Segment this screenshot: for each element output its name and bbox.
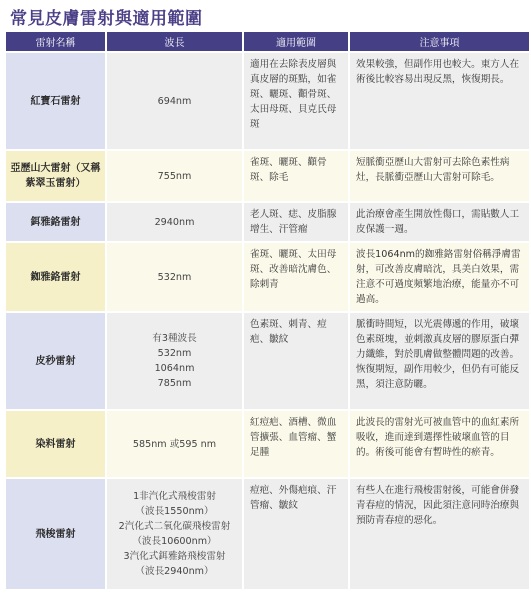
- wavelength-text: 585nm 或595 nm: [132, 438, 217, 450]
- laser-name: [6, 243, 105, 311]
- notes-text: 波長1064nm的銣雅鉻雷射俗稱淨膚雷射，可改善皮膚暗沈，具美白效果，需注意不可過度頻繁地治療，能量亦不可過高。: [356, 249, 521, 305]
- laser-name-text: 皮秒雷射: [35, 355, 76, 367]
- wavelength-cell: [107, 479, 242, 589]
- table-header-row: [6, 32, 529, 51]
- table-row: [6, 243, 529, 311]
- table-row: [6, 53, 529, 149]
- wavelength-cell: [107, 243, 242, 311]
- laser-name-text: 銣雅鉻雷射: [30, 271, 81, 283]
- laser-name: [6, 313, 105, 409]
- scope-cell: [244, 243, 348, 311]
- scope-cell: [244, 411, 348, 477]
- wavelength-text: 755nm: [157, 170, 192, 182]
- scope-text: 雀斑、曬斑、顴骨斑、除毛: [250, 157, 327, 183]
- notes-text: 有些人在進行飛梭雷射後，可能會併發青春痘的情況，因此須注意同時治療與預防青春痘的惡化。: [356, 485, 520, 526]
- wavelength-text: 694nm: [157, 95, 192, 107]
- table-row: [6, 151, 529, 201]
- table-row: [6, 411, 529, 477]
- scope-text: 痘疤、外傷疤痕、汗管瘤、皺紋: [250, 485, 337, 511]
- notes-cell: [350, 411, 529, 477]
- header-scope: 適用範圍: [244, 32, 348, 51]
- table-row: [6, 479, 529, 589]
- scope-cell: [244, 313, 348, 409]
- wavelength-text: 532nm: [157, 271, 192, 283]
- page-title: 常見皮膚雷射與適用範圍: [10, 9, 203, 29]
- laser-table-wrapper: [4, 30, 527, 591]
- notes-text: 此波長的雷射光可被血管中的血紅素所吸收，進而達到選擇性破壞血管的目的。術後可能會有暫時性的瘀青。: [356, 417, 520, 458]
- notes-cell: [350, 313, 529, 409]
- laser-name: [6, 203, 105, 241]
- laser-name-text: 亞歷山大雷射（又稱紫翠玉雷射）: [10, 163, 101, 189]
- scope-text: 色素斑、刺青、痘疤、皺紋: [250, 319, 327, 345]
- notes-cell: [350, 53, 529, 149]
- laser-name-text: 染料雷射: [35, 438, 76, 450]
- wavelength-cell: [107, 313, 242, 409]
- notes-text: 脈衝時間短，以光震傳遞的作用，破壞色素斑塊，並刺激真皮層的膠原蛋白彈力纖維，對於肌膚做整體問題的改善。恢復期短，副作用較少，但仍有可能反黑，須注意防曬。: [356, 319, 520, 390]
- scope-text: 紅痘疤、酒槽、微血管擴張、血管瘤、蟹足腫: [250, 417, 337, 458]
- notes-cell: [350, 151, 529, 201]
- header-wavelength: 波長: [107, 32, 242, 51]
- wavelength-text: 1非汽化式飛梭雷射 （波長1550nm） 2汽化式二氧化碳飛梭雷射 （波長10600nm） 3汽化式鉺雅鉻飛梭雷射 （波長2940nm）: [118, 491, 231, 577]
- notes-text: 此治療會產生開放性傷口，需貼數人工皮保護一週。: [356, 209, 520, 235]
- laser-table: [4, 30, 531, 591]
- wavelength-cell: [107, 53, 242, 149]
- table-row: [6, 203, 529, 241]
- notes-cell: [350, 243, 529, 311]
- laser-name-text: 紅寶石雷射: [30, 95, 81, 107]
- wavelength-cell: [107, 203, 242, 241]
- notes-cell: [350, 203, 529, 241]
- scope-cell: [244, 479, 348, 589]
- laser-name: [6, 151, 105, 201]
- scope-cell: [244, 151, 348, 201]
- wavelength-text: 有3種波長 532nm 1064nm 785nm: [152, 333, 197, 389]
- laser-name: [6, 53, 105, 149]
- scope-text: 適用在去除表皮層與真皮層的斑點，如雀斑、曬斑、顴骨斑、太田母斑、貝克氏母斑: [250, 59, 337, 130]
- notes-text: 效果較強，但副作用也較大。東方人在術後比較容易出現反黑，恢復期長。: [356, 59, 520, 85]
- scope-text: 雀斑、曬斑、太田母斑、改善暗沈膚色、除刺青: [250, 249, 337, 290]
- laser-name-text: 鉺雅鉻雷射: [30, 216, 81, 228]
- header-name: 雷射名稱: [6, 32, 105, 51]
- laser-name: [6, 411, 105, 477]
- laser-name: [6, 479, 105, 589]
- notes-cell: [350, 479, 529, 589]
- scope-cell: [244, 53, 348, 149]
- table-row: [6, 313, 529, 409]
- laser-name-text: 飛梭雷射: [35, 528, 76, 540]
- wavelength-cell: [107, 151, 242, 201]
- wavelength-text: 2940nm: [154, 216, 195, 228]
- header-notes: 注意事項: [350, 32, 529, 51]
- scope-text: 老人斑、痣、皮脂腺增生、汗管瘤: [250, 209, 337, 235]
- scope-cell: [244, 203, 348, 241]
- notes-text: 短脈衝亞歷山大雷射可去除色素性病灶，長脈衝亞歷山大雷射可除毛。: [356, 157, 510, 183]
- wavelength-cell: [107, 411, 242, 477]
